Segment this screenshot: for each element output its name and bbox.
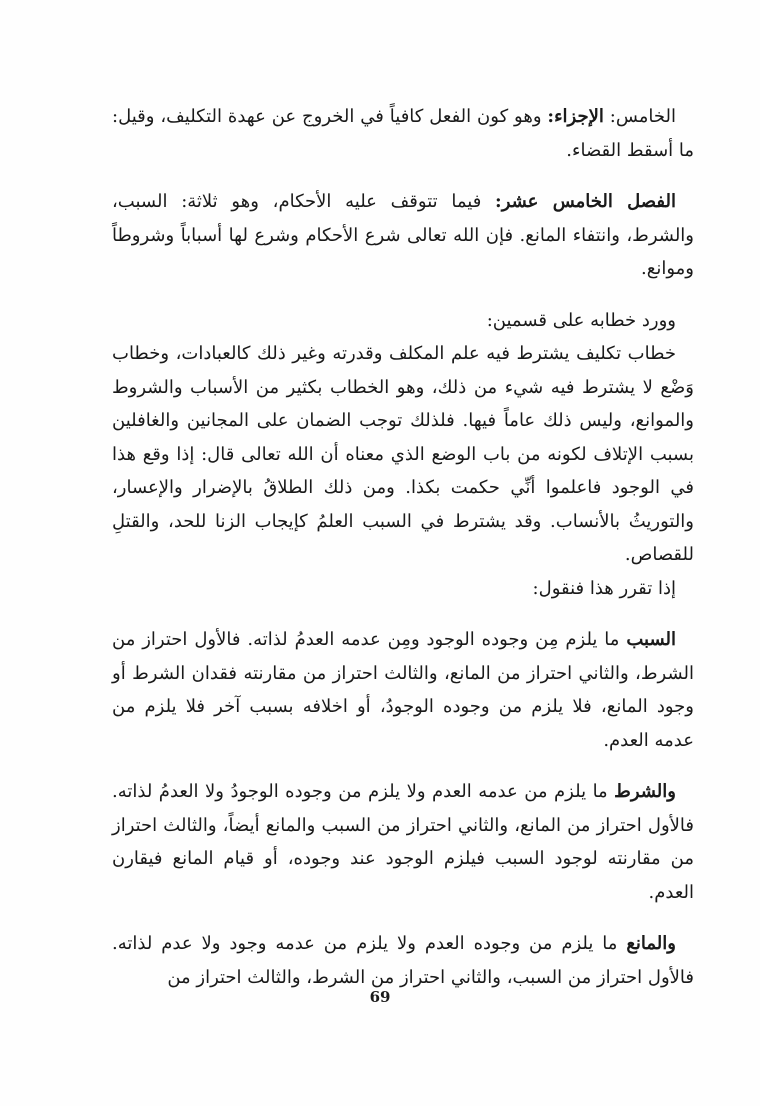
paragraph-body: وهو كون الفعل كافياً في الخروج عن عهدة التكليف، وقيل: ما أسقط القضاء.: [112, 106, 694, 161]
chapter-heading: الفصل الخامس عشر:: [495, 191, 676, 212]
paragraph-body: فيما تتوقف عليه الأحكام، وهو ثلاثة: السبب، والشرط، وانتفاء المانع. فإن الله تعالى شرع الأحكام وشرع لها أسباباً وشروطاً وموانع.: [112, 191, 694, 279]
definition-term-shart: والشرط: [614, 781, 676, 802]
definition-term-mani: والمانع: [626, 933, 676, 954]
paragraph-body: وورد خطابه على قسمين:: [486, 309, 676, 331]
paragraph-body: ما يلزم من وجوده العدم ولا يلزم من عدمه وجود ولا عدم لذاته. فالأول احتراز من السبب، والثاني احتراز من الشرط، والثالث احتراز من: [112, 933, 694, 988]
paragraph-body: خطاب تكليف يشترط فيه علم المكلف وقدرته وغير ذلك كالعبادات، وخطاب وَضْع لا يشترط فيه شيء من ذلك، وهو الخطاب بكثير من الأسباب والشروط والموانع، وليس ذلك عاماً فيها. فلذلك توجب الضمان على المجانين والغافلين بسبب الإتلاف لكونه من باب الوضع الذي معناه أن الله تعالى قال: إذا وقع هذا في الوجود فاعلموا أنِّي حكمت بكذا. ومن ذلك الطلاقُ بالإضرار والإعسار، والتوريثُ بالأنساب. وقد يشترط في السبب العلمُ كإيجاب الزنا للحد، والقتلِ للقصاص.: [112, 343, 694, 565]
paragraph-sabab: [112, 623, 694, 757]
paragraph-body: ما يلزم من عدمه العدم ولا يلزم من وجوده الوجودُ ولا العدمُ لذاته. فالأول احتراز من المانع، والثاني احتراز من السبب والمانع أيضاً، والثالث احتراز من مقارنته لوجود السبب فيلزم الوجود عند وجوده، أو قيام المانع فيقارن العدم.: [112, 781, 694, 903]
paragraph-body: إذا تقرر هذا فنقول:: [532, 577, 676, 599]
paragraph-shart: [112, 775, 694, 909]
definition-term-sabab: السبب: [626, 629, 676, 650]
paragraph-lead: الخامس:: [603, 106, 676, 127]
paragraph-term: الإجزاء:: [547, 106, 604, 127]
paragraph-ijza: [112, 100, 694, 167]
paragraph-body: ما يلزم مِن وجوده الوجود ومِن عدمه العدمُ لذاته. فالأول احتراز من الشرط، والثاني احتراز من المانع، والثالث احتراز من مقارنته فقدان الشرط أو وجود المانع، فلا يلزم من وجوده الوجودُ، أو اخلافه بسبب آخر فلا يلزم من عدمه العدم.: [112, 629, 694, 751]
paragraph-khitab: [112, 337, 694, 572]
document-body: [112, 100, 694, 994]
page-number: 69: [369, 988, 391, 1006]
paragraph-chapter-fifteen: [112, 185, 694, 286]
paragraph-mani: [112, 927, 694, 994]
paragraph-naqul: [112, 572, 694, 606]
paragraph-two-kinds: [112, 304, 694, 338]
